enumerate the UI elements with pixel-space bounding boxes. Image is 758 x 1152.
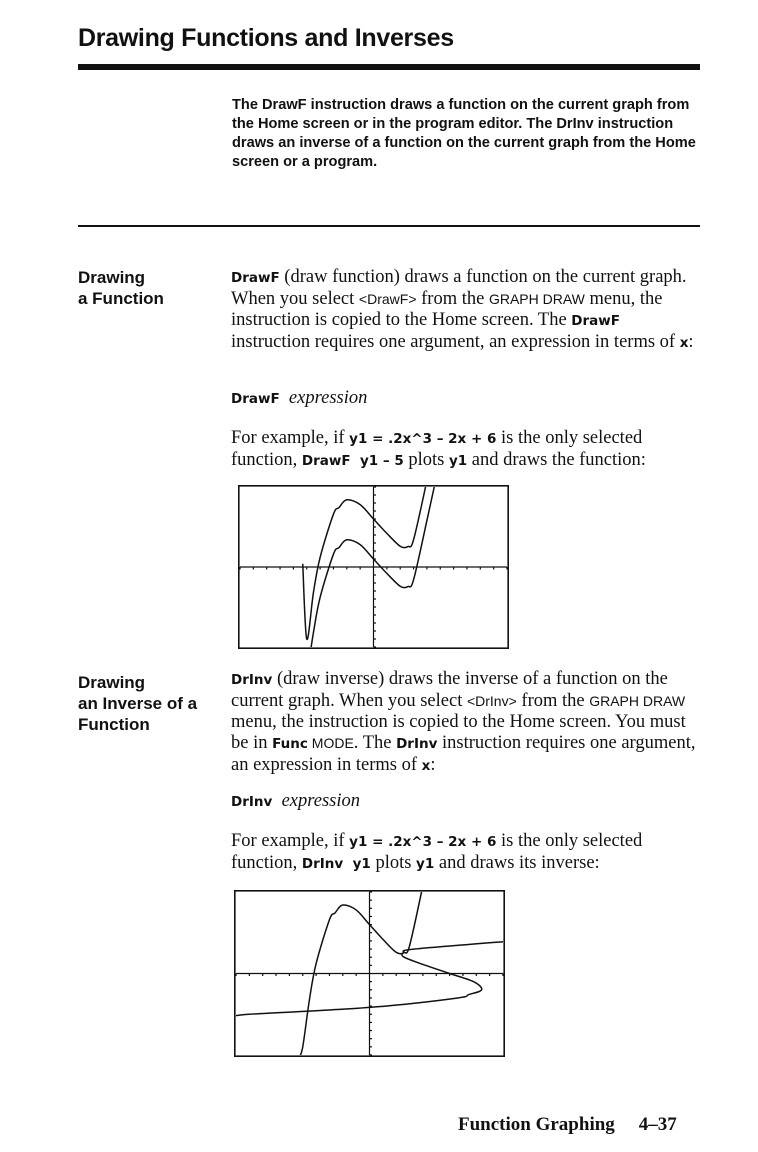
text-run: plots: [403, 450, 449, 470]
example-command: DrawF y1 – 5: [301, 453, 404, 469]
section-heading-drawing-an-inverse: [78, 672, 197, 735]
page-footer: [458, 1114, 677, 1136]
syntax-argument: expression: [288, 388, 368, 408]
text-run: and draws its inverse:: [434, 853, 600, 873]
text-run: :: [688, 332, 694, 352]
menu-name: GRAPH DRAW: [589, 693, 686, 709]
text-run: menu, the instruction is copied to the Home screen. The: [231, 289, 663, 330]
intro-paragraph: The DrawF instruction draws a function on the current graph from the Home screen or in the program editor. The DrInv instruction draws an inverse of a function on the current graph from the Home screen or a program.: [232, 97, 696, 170]
heading-line: an Inverse of a: [78, 694, 198, 713]
mode-word: MODE: [307, 735, 354, 751]
menu-item-drinv: <DrInv>: [466, 693, 517, 709]
text-run: from the: [516, 691, 590, 711]
text-run: is the only selected function,: [231, 428, 643, 470]
mode-keyword: Func: [272, 736, 308, 752]
variable-x: x: [679, 335, 689, 351]
drawf-description: [231, 267, 703, 354]
heading-line: Drawing: [78, 673, 146, 692]
section-heading-drawing-a-function: [78, 267, 164, 309]
drawf-keyword: DrawF: [231, 270, 280, 286]
drawf-syntax: [231, 388, 703, 410]
page-title: Drawing Functions and Inverses: [78, 24, 454, 52]
drinv-syntax: [231, 791, 703, 813]
footer-page-number: 4–37: [638, 1114, 677, 1135]
text-run: (draw function) draws a function on the current graph. When you select: [231, 267, 687, 309]
drinv-example: [231, 831, 703, 875]
example-command: DrInv y1: [301, 856, 371, 872]
text-run: :: [430, 755, 436, 775]
example-equation: y1 = .2x^3 – 2x + 6: [349, 431, 497, 447]
text-run: instruction requires one argument, an expression in terms of: [231, 733, 696, 775]
example-y1: y1: [448, 453, 468, 469]
text-run: and draws the function:: [467, 450, 646, 470]
example-equation: y1 = .2x^3 – 2x + 6: [349, 834, 497, 850]
menu-name: GRAPH DRAW: [488, 291, 585, 307]
text-run: is the only selected function,: [231, 831, 643, 873]
drawf-example: [231, 428, 703, 472]
heading-line: Function: [78, 715, 150, 734]
drinv-keyword: DrInv: [231, 672, 273, 688]
heading-line: Drawing: [78, 268, 146, 287]
section-rule: [78, 225, 700, 227]
text-run: plots: [370, 853, 417, 873]
drinv-keyword: DrInv: [396, 736, 438, 752]
syntax-argument: expression: [281, 791, 360, 811]
heading-line: a Function: [78, 289, 164, 308]
footer-section: Function Graphing: [458, 1114, 615, 1135]
text-run: from the: [416, 289, 489, 309]
text-run: menu, the instruction is copied to the Home screen. You must be in: [231, 712, 686, 753]
drinv-graph-screen: [234, 890, 505, 1057]
variable-x: x: [421, 758, 431, 774]
text-run: instruction requires one argument, an expression in terms of: [231, 332, 680, 352]
drawf-graph-screen: [238, 485, 509, 649]
text-run: For example, if: [231, 831, 350, 851]
syntax-keyword: DrawF: [231, 391, 280, 407]
menu-item-drawf: <DrawF>: [358, 291, 417, 307]
title-rule: [78, 64, 700, 70]
drawf-keyword: DrawF: [571, 313, 620, 329]
example-y1: y1: [416, 856, 435, 872]
syntax-keyword: DrInv: [231, 794, 273, 810]
drinv-description: [231, 669, 703, 777]
text-run: . The: [353, 733, 397, 753]
text-run: For example, if: [231, 428, 350, 448]
graph-curve-1: [303, 485, 428, 639]
text-run: (draw inverse) draws the inverse of a function on the current graph. When you select: [231, 669, 668, 711]
